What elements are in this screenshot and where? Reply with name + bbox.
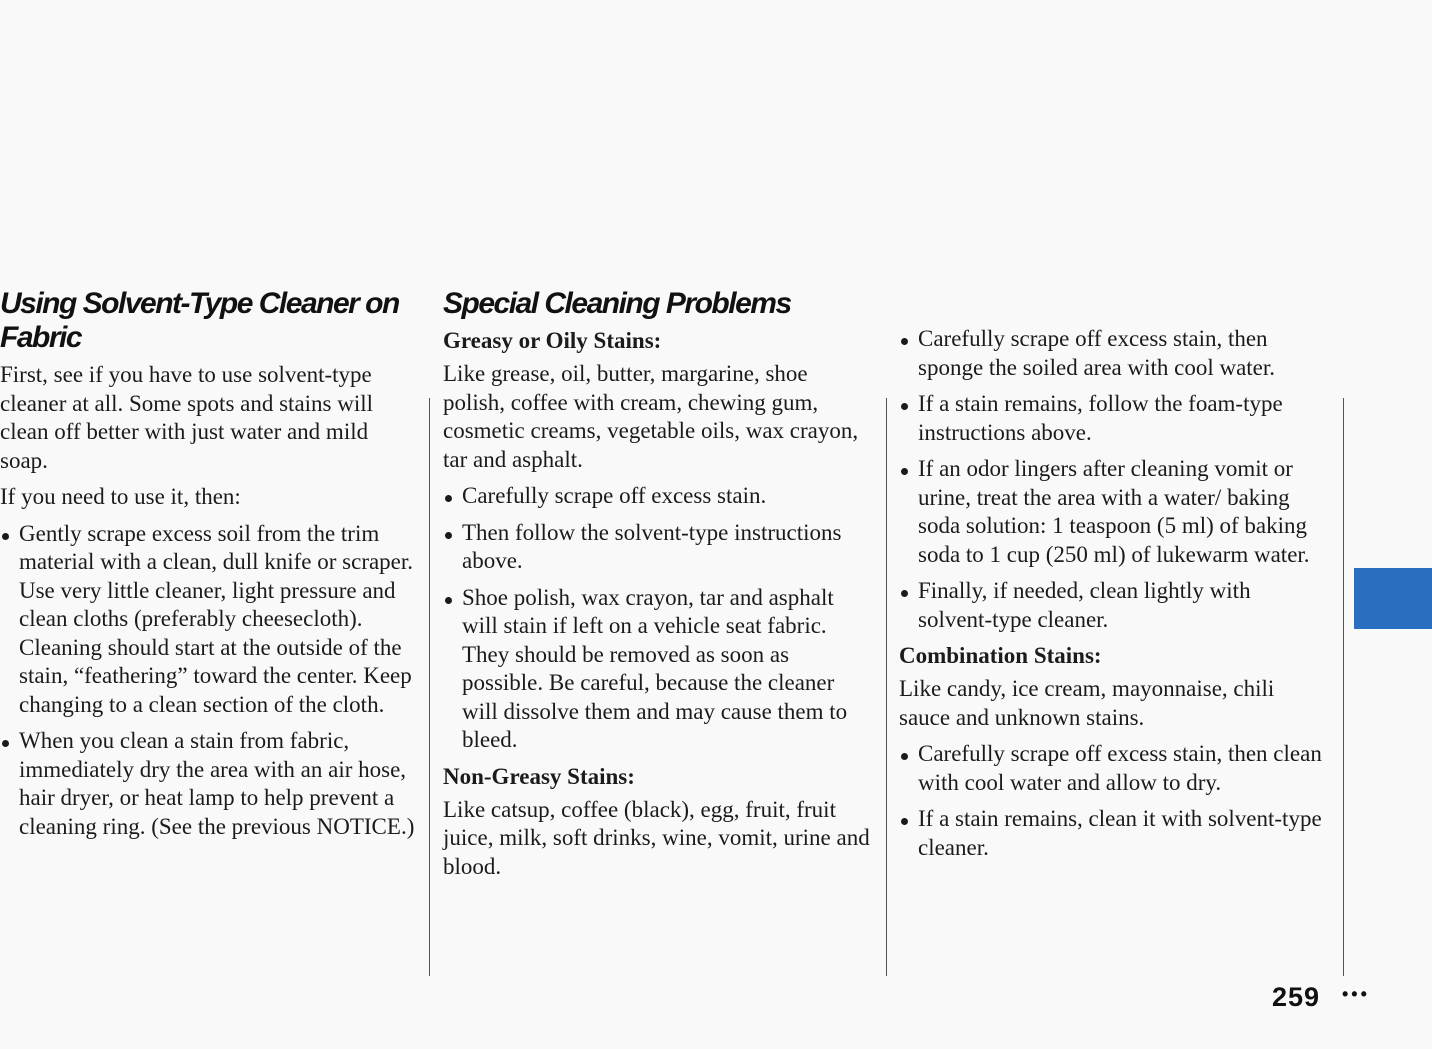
subheading-combination: Combination Stains:: [899, 643, 1102, 668]
list-item: [443, 482, 875, 511]
greasy-paragraph: Like grease, oil, butter, margarine, shoe polish, coffee with cream, chewing gum, cosmetic creams, vegetable oils, wax crayon, tar and asphalt.: [443, 361, 859, 472]
list-item: [443, 584, 875, 755]
bullet-icon: [2, 533, 9, 540]
list-item-text: Carefully scrape off excess stain, then sponge the soiled area with cool water.: [918, 326, 1276, 380]
nongreasy-paragraph: Like catsup, coffee (black), egg, fruit, fruit juice, milk, soft drinks, wine, vomit, urine and blood.: [443, 796, 870, 879]
list-item-text: If a stain remains, follow the foam-type instructions above.: [918, 391, 1283, 445]
column-divider-2: [886, 398, 887, 976]
section-tab-marker: [1354, 568, 1432, 629]
bullet-icon: [901, 403, 908, 410]
column-divider-3: [1343, 398, 1344, 976]
bullet-icon: [445, 532, 452, 539]
subheading-nongreasy: Non-Greasy Stains:: [443, 763, 635, 789]
list-item-text: Gently scrape excess soil from the trim material with a clean, dull knife or scraper. Use very little cleaner, light pressure and clean cloths (preferably cheesecloth). Cleaning should start at the outside of the stain, “feathering” toward the center. Keep changing to a clean section of the cloth.: [19, 520, 414, 717]
list-item-text: Then follow the solvent-type instructions above.: [462, 519, 842, 573]
bullet-icon: [445, 495, 452, 502]
heading-solvent-cleaner: [0, 287, 399, 355]
list-item-text: Shoe polish, wax crayon, tar and asphalt will stain if left on a vehicle seat fabric. They should be removed as soon as possible. Be careful, because the cleaner will dissolve them and may cause them to bleed.: [462, 584, 848, 752]
subheading-greasy: Greasy or Oily Stains:: [443, 328, 662, 353]
list-item: [0, 727, 420, 841]
heading-line-2: Fabric: [0, 321, 82, 354]
nongreasy-bullet-list: [899, 325, 1329, 634]
list-item-text: Carefully scrape off excess stain, then clean with cool water and allow to dry.: [918, 741, 1322, 795]
list-item: [443, 519, 875, 576]
bullet-icon: [445, 597, 452, 604]
combination-paragraph: Like candy, ice cream, mayonnaise, chili sauce and unknown stains.: [899, 676, 1275, 730]
lead-paragraph: If you need to use it, then:: [0, 484, 241, 509]
bullet-icon: [901, 590, 908, 597]
bullet-icon: [901, 468, 908, 475]
greasy-bullet-list: [443, 482, 875, 755]
combination-bullet-list: [899, 740, 1329, 862]
bullet-icon: [901, 818, 908, 825]
list-item: [899, 325, 1329, 382]
list-item-text: Carefully scrape off excess stain.: [462, 483, 767, 508]
heading-special-cleaning: Special Cleaning Problems: [443, 287, 791, 320]
intro-paragraph: First, see if you have to use solvent-type cleaner at all. Some spots and stains will clean off better with just water and mild soap.: [0, 362, 374, 473]
list-item-text: Finally, if needed, clean lightly with solvent-type cleaner.: [918, 578, 1251, 632]
page-number: 259: [1272, 982, 1321, 1012]
special-cleaning-body: [443, 327, 875, 889]
list-item: [899, 805, 1329, 862]
solvent-cleaner-body: [0, 361, 420, 849]
bullet-icon: [2, 740, 9, 747]
bullet-icon: [901, 338, 908, 345]
column-divider-1: [429, 398, 430, 976]
list-item-text: When you clean a stain from fabric, immediately dry the area with an air hose, hair dryer, or heat lamp to help prevent a cleaning ring. (See the previous NOTICE.): [19, 728, 415, 839]
list-item: [899, 740, 1329, 797]
page-dots: •••: [1342, 984, 1370, 1004]
list-item: [899, 390, 1329, 447]
stains-continued-body: [899, 325, 1329, 870]
list-item-text: If an odor lingers after cleaning vomit or urine, treat the area with a water/ baking soda solution: 1 teaspoon (5 ml) of baking soda to 1 cup (250 ml) of lukewarm water.: [918, 456, 1310, 567]
list-item: [899, 577, 1329, 634]
list-item-text: If a stain remains, clean it with solvent-type cleaner.: [918, 806, 1322, 860]
solvent-bullet-list: [0, 520, 420, 842]
heading-line-1: Using Solvent-Type Cleaner on: [0, 287, 399, 320]
list-item: [0, 520, 420, 720]
list-item: [899, 455, 1329, 569]
bullet-icon: [901, 753, 908, 760]
